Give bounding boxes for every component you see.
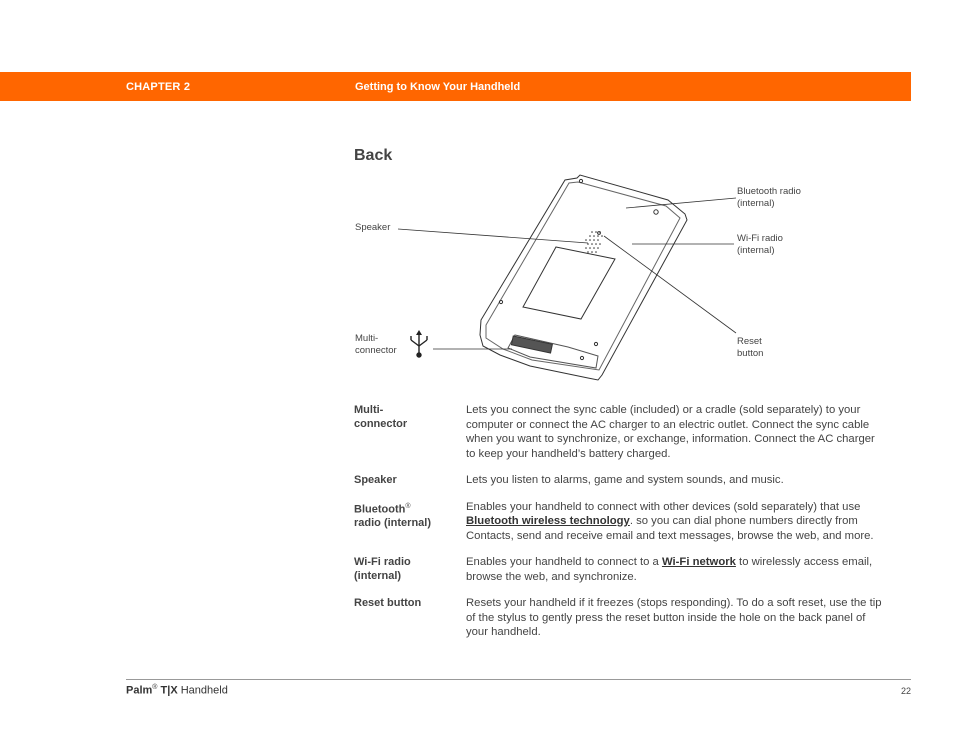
- chapter-title: Getting to Know Your Handheld: [355, 81, 521, 93]
- definition-term: Bluetooth® radio (internal): [354, 502, 432, 530]
- usb-icon: [411, 330, 427, 357]
- bluetooth-radio-callout: Bluetooth radio (internal): [737, 186, 801, 209]
- chapter-header-bar: [0, 72, 911, 101]
- footer-product-name: Palm® T|X Handheld: [126, 684, 228, 697]
- definition-description: Lets you connect the sync cable (included) or a cradle (sold separately) to your computer or connect the AC charger to an electric outlet. Connect the sync cable when you want to synchronize, or exchange, information. Connect the AC charger to keep your handheld’s battery charged.: [466, 404, 875, 460]
- definition-row: [354, 500, 894, 544]
- definition-row: [354, 473, 894, 488]
- bluetooth-technology-link[interactable]: Bluetooth wireless technology: [466, 515, 630, 527]
- page-number: 22: [900, 686, 911, 696]
- definition-term: Reset button: [354, 597, 422, 609]
- definition-description: Resets your handheld if it freezes (stops responding). To do a soft reset, use the tip of the stylus to gently press the reset button inside the hole on the back panel of your handheld.: [466, 597, 882, 638]
- multi-connector-callout: Multi- connector: [355, 333, 397, 356]
- chapter-label: CHAPTER 2: [126, 81, 191, 93]
- section-title: Back: [354, 147, 393, 164]
- definition-term: Multi- connector: [354, 404, 408, 430]
- definition-term: Speaker: [354, 474, 397, 486]
- handheld-back-figure: [340, 170, 820, 388]
- wifi-network-link[interactable]: Wi-Fi network: [661, 556, 736, 568]
- footer-rule: [126, 679, 911, 680]
- reset-button-callout: Reset button: [737, 336, 764, 359]
- definition-row: [354, 596, 894, 640]
- speaker-callout: Speaker: [355, 222, 391, 233]
- wifi-radio-callout: Wi-Fi radio (internal): [737, 233, 783, 256]
- definition-row: [354, 403, 894, 461]
- component-definitions: [354, 403, 894, 652]
- definition-description: Enables your handheld to connect to a Wi-Fi network to wirelessly access email, browse the web, and synchronize.: [466, 556, 873, 583]
- definition-description: Enables your handheld to connect with other devices (sold separately) that use Bluetooth wireless technology. so you can dial phone numbers directly from Contacts, send and receive email and text messages, browse the web, and more.: [466, 500, 874, 542]
- definition-term: Wi-Fi radio (internal): [354, 556, 411, 582]
- definition-row: [354, 555, 894, 584]
- definition-description: Lets you listen to alarms, game and system sounds, and music.: [466, 474, 784, 486]
